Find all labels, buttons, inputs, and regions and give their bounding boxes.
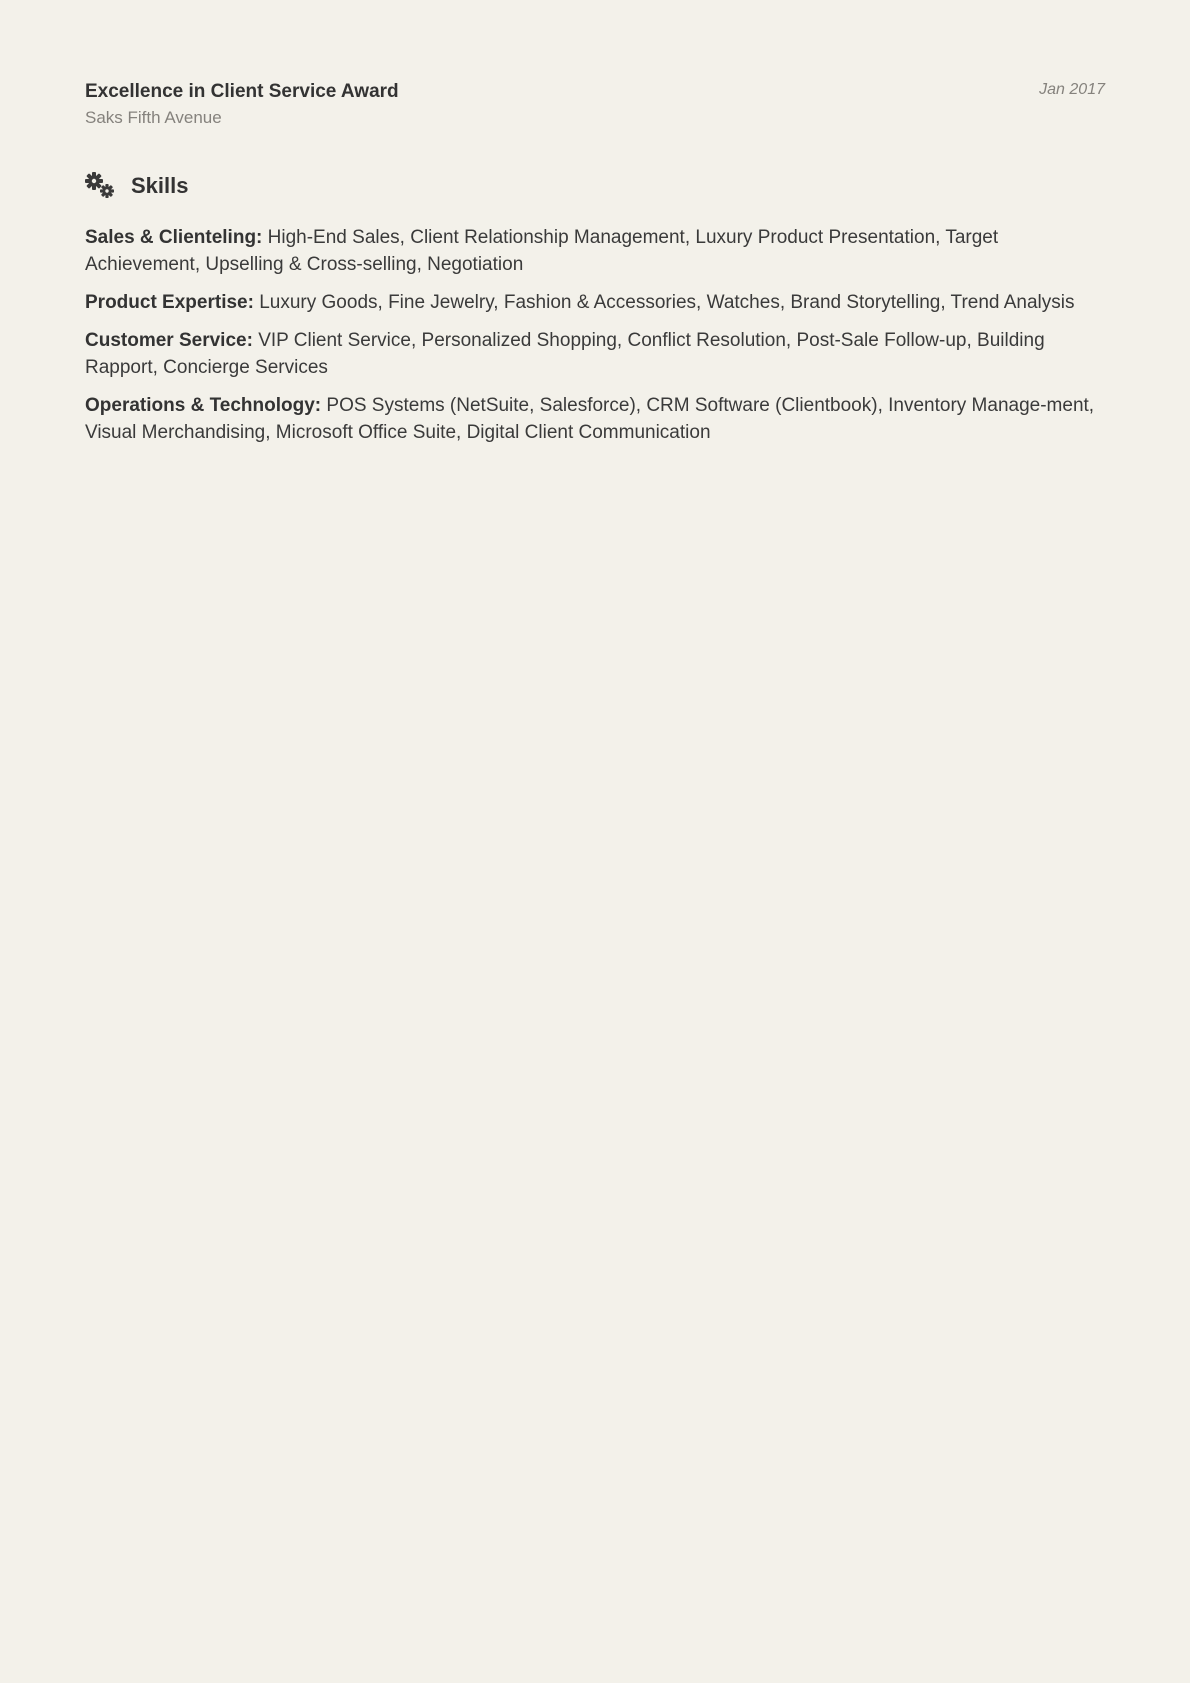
skill-row-sales — [85, 224, 1105, 278]
skill-row-operations — [85, 392, 1105, 446]
skill-row-customer-service — [85, 327, 1105, 381]
skill-category: Sales & Clienteling: — [85, 227, 263, 248]
resume-page — [85, 78, 1105, 457]
skill-category: Customer Service: — [85, 330, 253, 351]
skill-values: POS Systems (NetSuite, Salesforce), CRM Software (Clientbook), Inventory Manage-ment, Visual Merchandising, Microsoft Office Suite, Digital Client Communication — [85, 395, 1095, 443]
skill-values: High-End Sales, Client Relationship Management, Luxury Product Presentation, Target Achievement, Upselling & Cross-selling, Negotiation — [85, 227, 999, 275]
skills-list — [85, 224, 1105, 446]
skill-values: VIP Client Service, Personalized Shopping, Conflict Resolution, Post-Sale Follow-up, Building Rapport, Concierge Services — [85, 330, 1045, 378]
skill-values: Luxury Goods, Fine Jewelry, Fashion & Accessories, Watches, Brand Storytelling, Trend Analysis — [259, 292, 1075, 313]
award-entry — [85, 78, 1105, 130]
skill-category: Operations & Technology: — [85, 395, 322, 416]
skill-row-product — [85, 289, 1105, 316]
skills-section-title: Skills — [131, 173, 189, 198]
gears-icon — [85, 172, 117, 200]
award-title: Excellence in Client Service Award — [85, 81, 399, 102]
award-date: Jan 2017 — [1039, 81, 1105, 98]
skill-category: Product Expertise: — [85, 292, 254, 313]
skills-section-header — [85, 170, 1105, 202]
award-organization: Saks Fifth Avenue — [85, 108, 222, 127]
